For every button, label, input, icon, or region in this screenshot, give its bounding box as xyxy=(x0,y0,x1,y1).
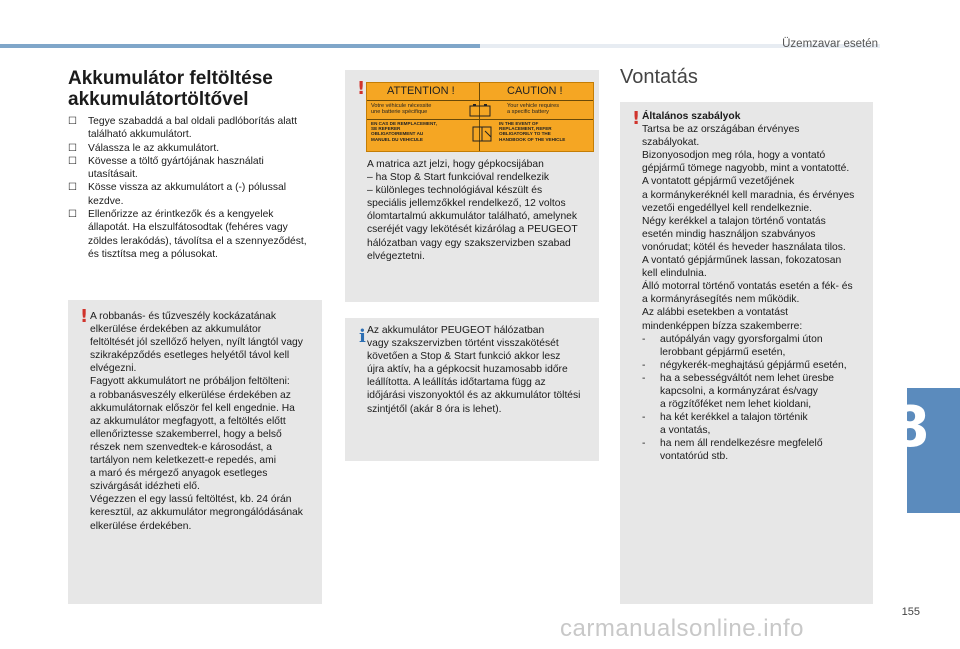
text-line: található akkumulátort. xyxy=(88,129,192,141)
text-line: autópályán vagy gyorsforgalmi úton xyxy=(660,333,823,345)
dash-bullet: - xyxy=(642,412,646,424)
text-line: Az alábbi esetekben a vontatást xyxy=(642,307,788,319)
text-line: szabályokat. xyxy=(642,137,700,149)
text-line: négykerék-meghajtású gépjármű esetén, xyxy=(660,359,847,371)
text-line: A robbanás- és tűzveszély kockázatának xyxy=(90,311,277,322)
text-line: a rögzítőféket nem lehet kioldani, xyxy=(660,399,812,411)
text-line: a vontatás, xyxy=(660,425,711,437)
text-line: a maró és mérgező anyagok esetleges xyxy=(90,468,268,480)
label-en-rule: IN THE EVENT OF REPLACEMENT, REFER OBLIGATORILY TO THE HANDBOOK OF THE VEHICLE xyxy=(499,121,566,142)
text-line: elkerülése érdekében. xyxy=(90,520,192,532)
watermark: carmanualsonline.info xyxy=(560,615,804,642)
battery-icon xyxy=(467,102,493,118)
battery-label-sticker xyxy=(366,82,594,152)
warning-icon: ! xyxy=(80,306,89,327)
label-caution: CAUTION ! xyxy=(507,85,563,97)
warning-box-explosion xyxy=(68,300,322,604)
manual-book-icon xyxy=(471,123,493,145)
text-line: kapcsolni, a kormányzárat és/vagy xyxy=(660,385,818,397)
text-line: Ellenőrizze az érintkezők és a kengyelek xyxy=(88,209,274,221)
text-line: Végezzen el egy lassú feltöltést, kb. 24 órán xyxy=(90,494,292,506)
list-item xyxy=(642,372,870,411)
checkbox-bullet-icon: ☐ xyxy=(68,209,77,221)
text-line: cseréjét vagy lekötését kizárólag a PEUGEOT xyxy=(367,224,578,236)
text-line: az akkumulátor megfagyott, a feltöltés előtt xyxy=(90,415,286,427)
text-line: vonórudat; kötél és heveder használata tilos. xyxy=(642,241,846,253)
text-line: kezdve. xyxy=(88,195,124,207)
dash-bullet: - xyxy=(642,438,646,450)
text-line: a kormánykeréknél kell maradnia, és érvényes xyxy=(642,189,855,201)
text-line: elkerülése érdekében az akkumulátor xyxy=(90,324,262,336)
text-line: ha két kerékkel a talajon történik xyxy=(660,412,808,424)
checkbox-bullet-icon: ☐ xyxy=(68,155,77,167)
text-line: hálózatban vagy egy szakszervizben szabad xyxy=(367,237,571,249)
text-line: Álló motorral történő vontatás esetén a fék- és xyxy=(642,281,853,293)
text-line: leállította. A leállítás időtartama függ az xyxy=(367,377,546,389)
text-line: követően a Stop & Start funkció akkor lesz xyxy=(367,351,561,363)
text-line: feltöltését jól szellőző helyen, nyílt lángtól vagy xyxy=(90,337,303,349)
label-attention: ATTENTION ! xyxy=(387,85,455,97)
text-line: Négy kerékkel a talajon történő vontatás xyxy=(642,215,826,227)
text-line: a kormányrásegítés nem működik. xyxy=(642,294,800,306)
list-item xyxy=(642,359,870,372)
text-line: szikraképződés esetleges helyétől távol kell xyxy=(90,350,290,362)
text-line: Kövesse a töltő gyártójának használati xyxy=(88,155,264,167)
text-line: A vontatott gépjármű vezetőjének xyxy=(642,176,795,188)
list-item xyxy=(68,181,326,208)
chapter-header-title: Üzemzavar esetén xyxy=(782,38,878,50)
text-line: akkumulátornak először fel kell engednie. Ha xyxy=(90,402,295,414)
text-line: vagy szakszervizben történt visszakötését xyxy=(367,338,559,350)
text-line: gépjármű tömege nagyobb, mint a vontatotté. xyxy=(642,163,850,175)
text-line: szivárgását idézheti elő. xyxy=(90,481,200,493)
text-line: ha nem áll rendelkezésre megfelelő xyxy=(660,438,823,450)
text-line: A vontató gépjárműnek lassan, fokozatosan xyxy=(642,255,842,267)
checkbox-bullet-icon: ☐ xyxy=(68,182,77,194)
text-line: lerobbant gépjármű esetén, xyxy=(660,346,786,358)
page-number: 155 xyxy=(901,606,920,618)
text-line: elvégeztetni. xyxy=(367,250,425,262)
text-line: zöldes lerakódás), távolítsa el a szennyeződést, xyxy=(88,235,307,247)
info-icon: i xyxy=(359,326,366,347)
label-en-small: Your vehicle requires a specific battery xyxy=(507,103,560,116)
list-item xyxy=(642,411,870,437)
divider xyxy=(367,119,593,120)
list-item xyxy=(68,155,326,182)
towing-rules-text xyxy=(642,110,870,464)
text-line: Fagyott akkumulátort ne próbáljon feltölteni: xyxy=(90,376,290,388)
list-item xyxy=(68,208,326,261)
divider xyxy=(367,100,593,101)
text-line: Az akkumulátor PEUGEOT hálózatban xyxy=(367,325,545,336)
warning-text xyxy=(90,310,322,533)
text-line: részek nem szenvedtek-e károsodást, a xyxy=(90,441,273,453)
dash-bullet: - xyxy=(642,359,646,371)
list-item xyxy=(642,437,870,463)
text-line: Kösse vissza az akkumulátort a (-) pólussal xyxy=(88,182,287,194)
text-line: esetén mindig használjon szabványos xyxy=(642,228,816,240)
text-line: vezetői engedéllyel kell rendelkeznie. xyxy=(642,202,813,214)
warning-icon: ! xyxy=(632,108,641,129)
checkbox-bullet-icon: ☐ xyxy=(68,142,77,154)
text-line: ellenőriztesse szakemberrel, hogy a belső xyxy=(90,428,282,440)
info-text xyxy=(367,324,597,416)
text-line: és tisztítsa meg a pólusokat. xyxy=(88,248,218,260)
warning-icon: ! xyxy=(357,78,366,99)
text-line: keresztül, az akkumulátor megrongálódásának xyxy=(90,507,303,519)
section-title-towing: Vontatás xyxy=(620,66,698,88)
dash-bullet: - xyxy=(642,372,646,384)
header-accent-bar xyxy=(0,44,480,48)
towing-cases-list xyxy=(642,333,870,464)
text-line: – különleges technológiával készült és xyxy=(367,185,543,197)
text-line: Bizonyosodjon meg róla, hogy a vontató xyxy=(642,150,826,162)
text-line: időjárási viszonyoktól és az akkumulátor töltési xyxy=(367,390,581,402)
text-line: elvégezni. xyxy=(90,363,137,375)
list-item xyxy=(642,333,870,359)
chapter-number: 8 xyxy=(890,395,930,460)
text-line: Tartsa be az országában érvényes xyxy=(642,124,800,136)
text-line: állapotát. Ha elszulfátosodtak (fehéres vagy xyxy=(88,222,288,234)
list-item xyxy=(68,142,326,155)
text-line: A matrica azt jelzi, hogy gépkocsijában xyxy=(367,159,544,170)
warning-box-towing-rules xyxy=(620,102,873,604)
text-line: – ha Stop & Start funkcióval rendelkezik xyxy=(367,172,550,184)
text-line: Tegye szabaddá a bal oldali padlóborítás alatt xyxy=(88,116,297,127)
text-line: újra aktív, ha a gépkocsit huzamosabb időre xyxy=(367,364,568,376)
towing-rules-body xyxy=(642,123,870,333)
text-line: ha a sebességváltót nem lehet üresbe xyxy=(660,372,835,384)
text-line: ólomtartalmú akkumulátor található, amelynek xyxy=(367,211,578,223)
towing-rules-title: Általános szabályok xyxy=(642,111,741,122)
text-line: Válassza le az akkumulátort. xyxy=(88,142,220,154)
text-line: vontatórúd stb. xyxy=(660,451,729,463)
warning-text xyxy=(367,158,597,263)
text-line: speciális jellemzőkkel rendelkező, 12 voltos xyxy=(367,198,566,210)
label-fr-small: Votre véhicule nécessite une batterie spécifique xyxy=(371,103,432,116)
dash-bullet: - xyxy=(642,333,646,345)
text-line: kell elindulnia. xyxy=(642,268,707,280)
checkbox-bullet-icon: ☐ xyxy=(68,116,77,127)
text-line: a robbanásveszély elkerülése érdekében az xyxy=(90,389,291,401)
text-line: utasításait. xyxy=(88,169,138,181)
text-line: mindenképpen bízza szakemberre: xyxy=(642,320,803,332)
list-item xyxy=(68,115,326,142)
text-line: szintjétől (akár 8 óra is lehet). xyxy=(367,403,502,415)
section-title-battery-charging: Akkumulátor feltöltése akkumulátortöltővel xyxy=(68,68,273,110)
text-line: tartályon nem keletkezett-e repedés, ami xyxy=(90,455,277,467)
info-box-stop-start xyxy=(345,318,599,461)
label-fr-rule: EN CAS DE REMPLACEMENT, SE REFERER OBLIGATOIREMENT AU MANUEL DU VEHICULE xyxy=(371,121,437,142)
charging-steps-list xyxy=(68,115,326,261)
